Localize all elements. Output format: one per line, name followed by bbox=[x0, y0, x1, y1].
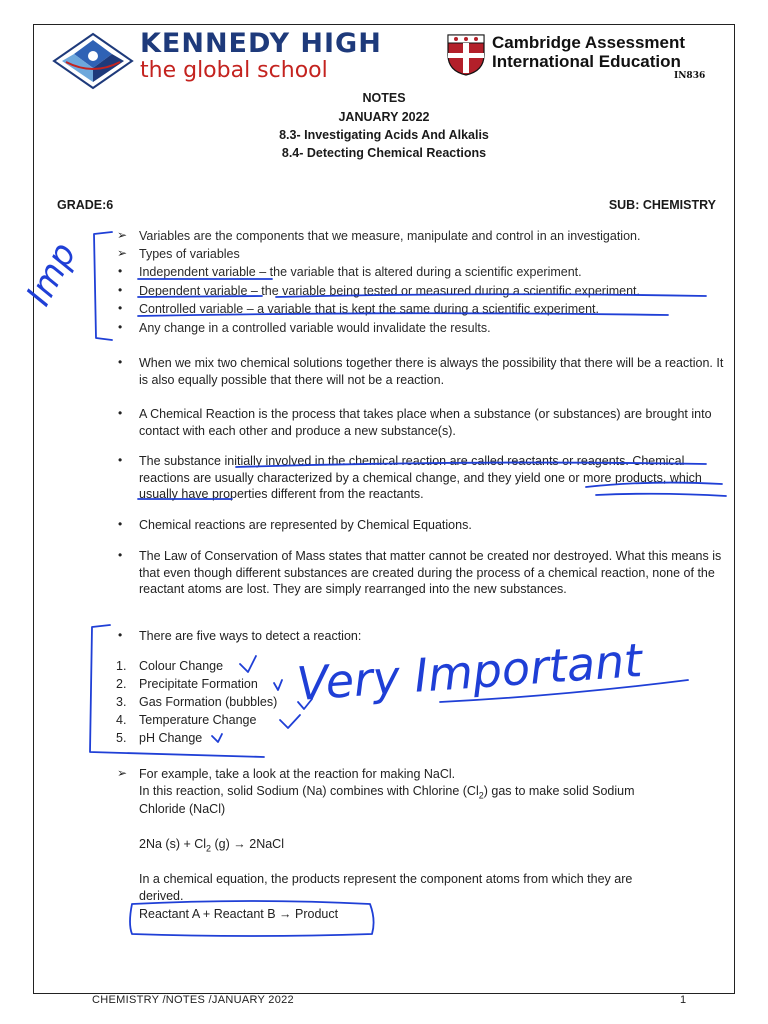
topic-1: 8.3- Investigating Acids And Alkalis bbox=[279, 128, 489, 142]
page-number: 1 bbox=[680, 994, 687, 1006]
list-marker: ➢ bbox=[117, 228, 128, 242]
bullet: • bbox=[118, 453, 123, 467]
doc-type: NOTES bbox=[362, 91, 406, 105]
paragraph: A Chemical Reaction is the process that takes place when a substance (or substances) are brought into contact with each other and produce a new substance(s). bbox=[139, 407, 712, 438]
list-item: Types of variables bbox=[139, 247, 240, 261]
subject-label: SUB: CHEMISTRY bbox=[608, 198, 716, 212]
paragraph: When we mix two chemical solutions together there is always the possibility that there will be a reaction. It is also equally possible that there will not be a reaction. bbox=[139, 356, 724, 387]
general-equation: Reactant A + Reactant B → Product bbox=[139, 907, 339, 921]
paragraph: There are five ways to detect a reaction: bbox=[139, 629, 362, 643]
school-name: KENNEDY HIGH bbox=[140, 28, 382, 59]
example-line: For example, take a look at the reaction for making NaCl. bbox=[139, 767, 456, 781]
list-number: 5. bbox=[116, 731, 127, 745]
paragraph: Chemical reactions are represented by Chemical Equations. bbox=[139, 518, 472, 532]
bullet: • bbox=[118, 548, 123, 562]
products-line: In a chemical equation, the products represent the component atoms from which they are bbox=[139, 872, 633, 886]
handwritten-very-important: Very Important bbox=[295, 632, 644, 711]
list-number: 3. bbox=[116, 695, 127, 709]
cambridge-shield-icon bbox=[446, 33, 486, 77]
chemical-equation: 2Na $(s) + Cl_2$ (g) → 2NaCl bbox=[139, 837, 284, 854]
list-item: Variables are the components that we measure, manipulate and control in an investigation. bbox=[139, 229, 641, 243]
handwritten-imp: Imp bbox=[18, 236, 85, 313]
board-name-line2: International Education bbox=[492, 52, 681, 71]
list-item: Any change in a controlled variable would invalidate the results. bbox=[139, 321, 491, 335]
example-line: Chloride (NaCl) bbox=[139, 802, 226, 816]
bullet: • bbox=[118, 628, 123, 642]
detect-item: pH Change bbox=[139, 731, 203, 745]
products-line: derived. bbox=[139, 889, 184, 903]
list-number: 1. bbox=[116, 659, 127, 673]
grade-label: GRADE:6 bbox=[57, 198, 114, 212]
list-number: 2. bbox=[116, 677, 127, 691]
list-marker: • bbox=[118, 283, 123, 297]
detect-item: Colour Change bbox=[139, 659, 224, 673]
school-tagline: the global school bbox=[140, 58, 328, 83]
detect-item: Gas Formation (bubbles) bbox=[139, 695, 278, 709]
list-number: 4. bbox=[116, 713, 127, 727]
topic-2: 8.4- Detecting Chemical Reactions bbox=[281, 146, 487, 160]
detect-item: Precipitate Formation bbox=[139, 677, 258, 691]
list-marker: ➢ bbox=[117, 766, 128, 780]
list-item: Dependent variable – the variable being tested or measured during a scientific experiment. bbox=[139, 284, 640, 298]
bullet: • bbox=[118, 406, 123, 420]
board-name-line1: Cambridge Assessment bbox=[492, 33, 686, 52]
centre-code: IN836 bbox=[674, 71, 706, 81]
paragraph: The substance initially involved in the chemical reaction are called reactants or reagents. Chemical reactions are usually characterized by a chemical change, and they yield one or more products, which usually have properties different from the reactants. bbox=[139, 454, 702, 501]
detect-item: Temperature Change bbox=[139, 713, 257, 727]
footer-text: CHEMISTRY /NOTES /JANUARY 2022 bbox=[92, 994, 294, 1006]
list-marker: • bbox=[118, 264, 123, 278]
list-marker: • bbox=[118, 301, 123, 315]
list-marker: ➢ bbox=[117, 246, 128, 260]
doc-date: JANUARY 2022 bbox=[338, 110, 430, 124]
paragraph: The Law of Conservation of Mass states that matter cannot be created nor destroyed. What this means is that even though different substances are created during the process of a chemical reaction, none of the reactant atoms are lost. They are simply rearranged into the new substances. bbox=[139, 549, 722, 596]
bullet: • bbox=[118, 355, 123, 369]
list-marker: • bbox=[118, 320, 123, 334]
list-item: Controlled variable – a variable that is kept the same during a scientific experiment. bbox=[139, 302, 599, 316]
bullet: • bbox=[118, 517, 123, 531]
example-line: In this reaction, solid Sodium (Na) combines with Chlorine $(Cl_2)$ gas to make solid Sodium bbox=[139, 784, 635, 801]
list-item: Independent variable – the variable that is altered during a scientific experiment. bbox=[139, 265, 582, 279]
kennedy-high-logo-icon bbox=[52, 32, 134, 90]
